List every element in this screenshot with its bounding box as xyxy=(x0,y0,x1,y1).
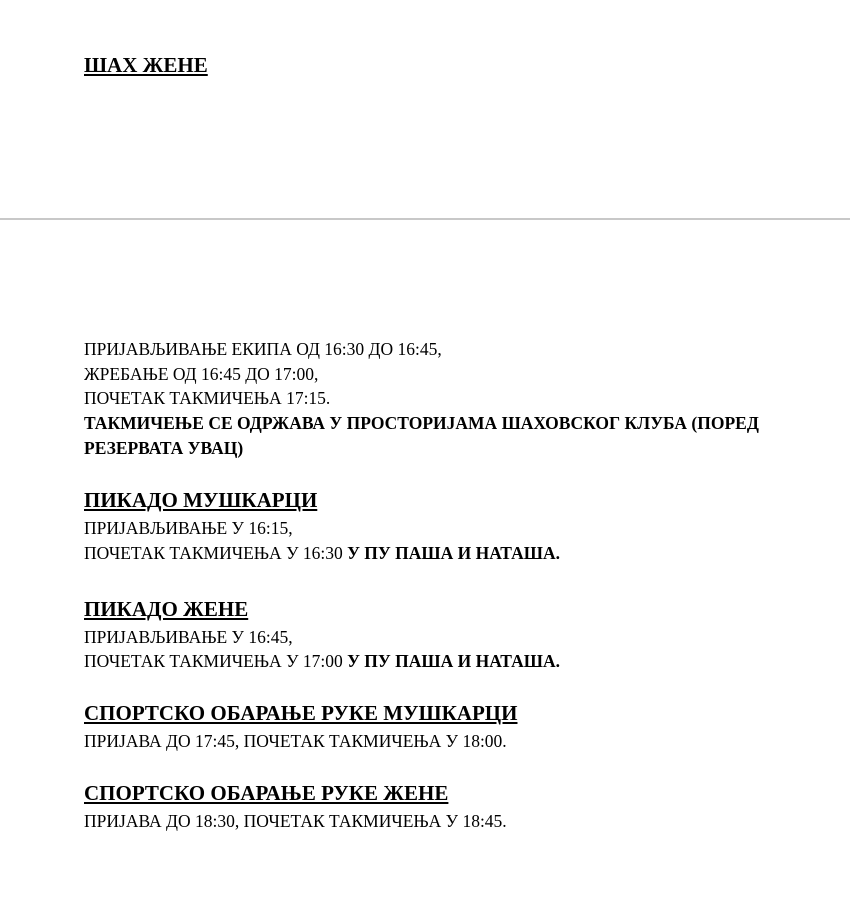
heading-darts-men: ПИКАДО МУШКАРЦИ xyxy=(84,488,318,512)
darts-men-start-line xyxy=(84,541,560,565)
darts-women-registration: ПРИЈАВЉИВАЊЕ У 16:45, xyxy=(84,627,293,647)
darts-women-start-line xyxy=(84,649,560,673)
darts-men-start: ПОЧЕТАК ТАКМИЧЕЊА У 16:30 xyxy=(84,543,343,563)
heading-darts-women: ПИКАДО ЖЕНЕ xyxy=(84,597,249,621)
chess-draw: ЖРЕБАЊЕ ОД 16:45 ДО 17:00, xyxy=(84,364,319,384)
page-top xyxy=(0,0,850,218)
armwrestling-women-info: ПРИЈАВА ДО 18:30, ПОЧЕТАК ТАКМИЧЕЊА У 18:45. xyxy=(84,811,507,831)
chess-venue-line1: ТАКМИЧЕЊЕ СЕ ОДРЖАВА У ПРОСТОРИЈАМА ШАХОВСКОГ КЛУБА (ПОРЕД xyxy=(84,413,759,433)
heading-armwrestling-women: СПОРТСКО ОБАРАЊЕ РУКЕ ЖЕНЕ xyxy=(84,781,449,805)
chess-start: ПОЧЕТАК ТАКМИЧЕЊА 17:15. xyxy=(84,388,331,408)
darts-women-start: ПОЧЕТАК ТАКМИЧЕЊА У 17:00 xyxy=(84,651,343,671)
darts-men-registration: ПРИЈАВЉИВАЊЕ У 16:15, xyxy=(84,518,293,538)
heading-chess-women: ШАХ ЖЕНЕ xyxy=(84,53,208,77)
darts-women-venue: У ПУ ПАША И НАТАША. xyxy=(347,651,560,671)
chess-registration: ПРИЈАВЉИВАЊЕ ЕКИПА ОД 16:30 ДО 16:45, xyxy=(84,339,442,359)
armwrestling-men-info: ПРИЈАВА ДО 17:45, ПОЧЕТАК ТАКМИЧЕЊА У 18:00. xyxy=(84,731,507,751)
page-break-divider xyxy=(0,218,850,220)
darts-men-venue: У ПУ ПАША И НАТАША. xyxy=(347,543,560,563)
heading-armwrestling-men: СПОРТСКО ОБАРАЊЕ РУКЕ МУШКАРЦИ xyxy=(84,701,518,725)
chess-venue-line2: РЕЗЕРВАТА УВАЦ) xyxy=(84,438,244,458)
